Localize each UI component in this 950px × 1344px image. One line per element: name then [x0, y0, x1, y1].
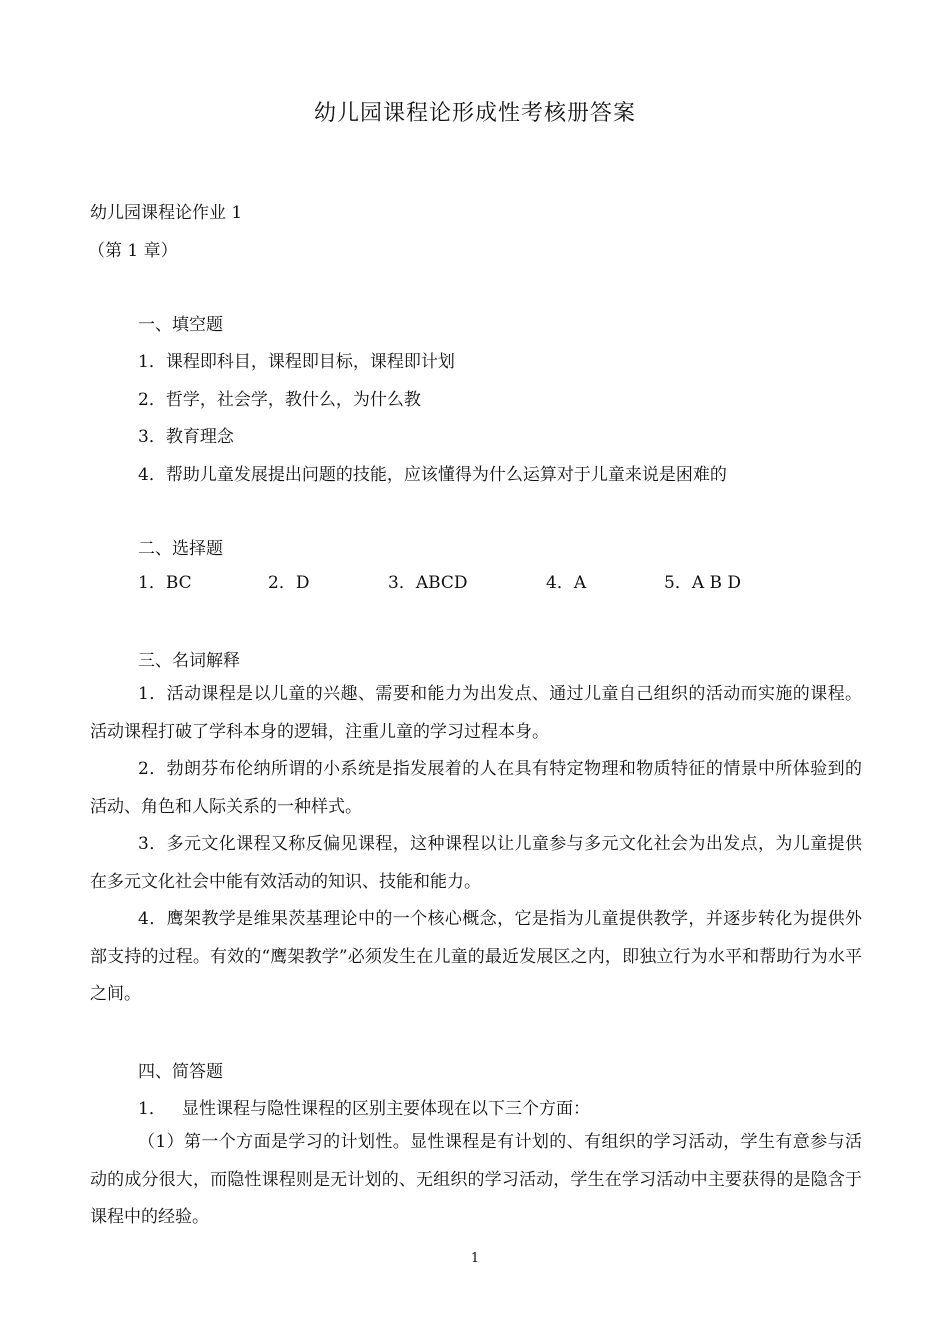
- chapter-label: （第 1 章）: [88, 241, 178, 261]
- document-title: 幼儿园课程论形成性考核册答案: [313, 101, 636, 126]
- section-heading-short-answer: 四、简答题: [138, 1062, 223, 1082]
- choice-answer: 1．BC: [138, 573, 192, 593]
- fill-blank-item: 1．课程即科目，课程即目标，课程即计划: [138, 352, 455, 372]
- assignment-label: 幼儿园课程论作业 1: [90, 203, 243, 223]
- term-explanation-item: 1．活动课程是以儿童的兴趣、需要和能力为出发点、通过儿童自己组织的活动而实施的课程。活动课程打破了学科本身的逻辑，注重儿童的学习过程本身。: [90, 684, 862, 742]
- choice-answer: 2．D: [268, 573, 310, 593]
- fill-blank-item: 2．哲学，社会学，教什么，为什么教: [138, 390, 421, 410]
- fill-blank-item: 4．帮助儿童发展提出问题的技能，应该懂得为什么运算对于儿童来说是困难的: [138, 465, 727, 485]
- section-heading-multiple-choice: 二、选择题: [138, 539, 223, 559]
- choice-answer: 5．A B D: [664, 573, 742, 593]
- choice-answer: 4．A: [546, 573, 587, 593]
- term-explanation-item: 4．鹰架教学是维果茨基理论中的一个核心概念，它是指为儿童提供教学，并逐步转化为提供外部支持的过程。有效的“鹰架教学”必须发生在儿童的最近发展区之内，即独立行为水平和帮助行为水平之间。: [90, 909, 862, 1004]
- short-answer-question: 1． 显性课程与隐性课程的区别主要体现在以下三个方面：: [138, 1099, 591, 1119]
- choice-answers-row: [138, 568, 838, 596]
- section-heading-fill-blank: 一、填空题: [138, 315, 223, 335]
- fill-blank-item: 3．教育理念: [138, 427, 234, 447]
- short-answer-paragraph: （1）第一个方面是学习的计划性。显性课程是有计划的、有组织的学习活动，学生有意参与活动的成分很大，而隐性课程则是无计划的、无组织的学习活动，学生在学习活动中主要获得的是隐含于课程中的经验。: [90, 1132, 862, 1227]
- term-explanation-item: 2．勃朗芬布伦纳所谓的小系统是指发展着的人在具有特定物理和物质特征的情景中所体验到的活动、角色和人际关系的一种样式。: [90, 759, 862, 817]
- choice-answer: 3．ABCD: [388, 573, 468, 593]
- page-number: 1: [470, 1251, 480, 1266]
- section-heading-term-explanation: 三、名词解释: [138, 651, 240, 671]
- term-explanation-item: 3．多元文化课程又称反偏见课程，这种课程以让儿童参与多元文化社会为出发点，为儿童提供在多元文化社会中能有效活动的知识、技能和能力。: [90, 834, 862, 892]
